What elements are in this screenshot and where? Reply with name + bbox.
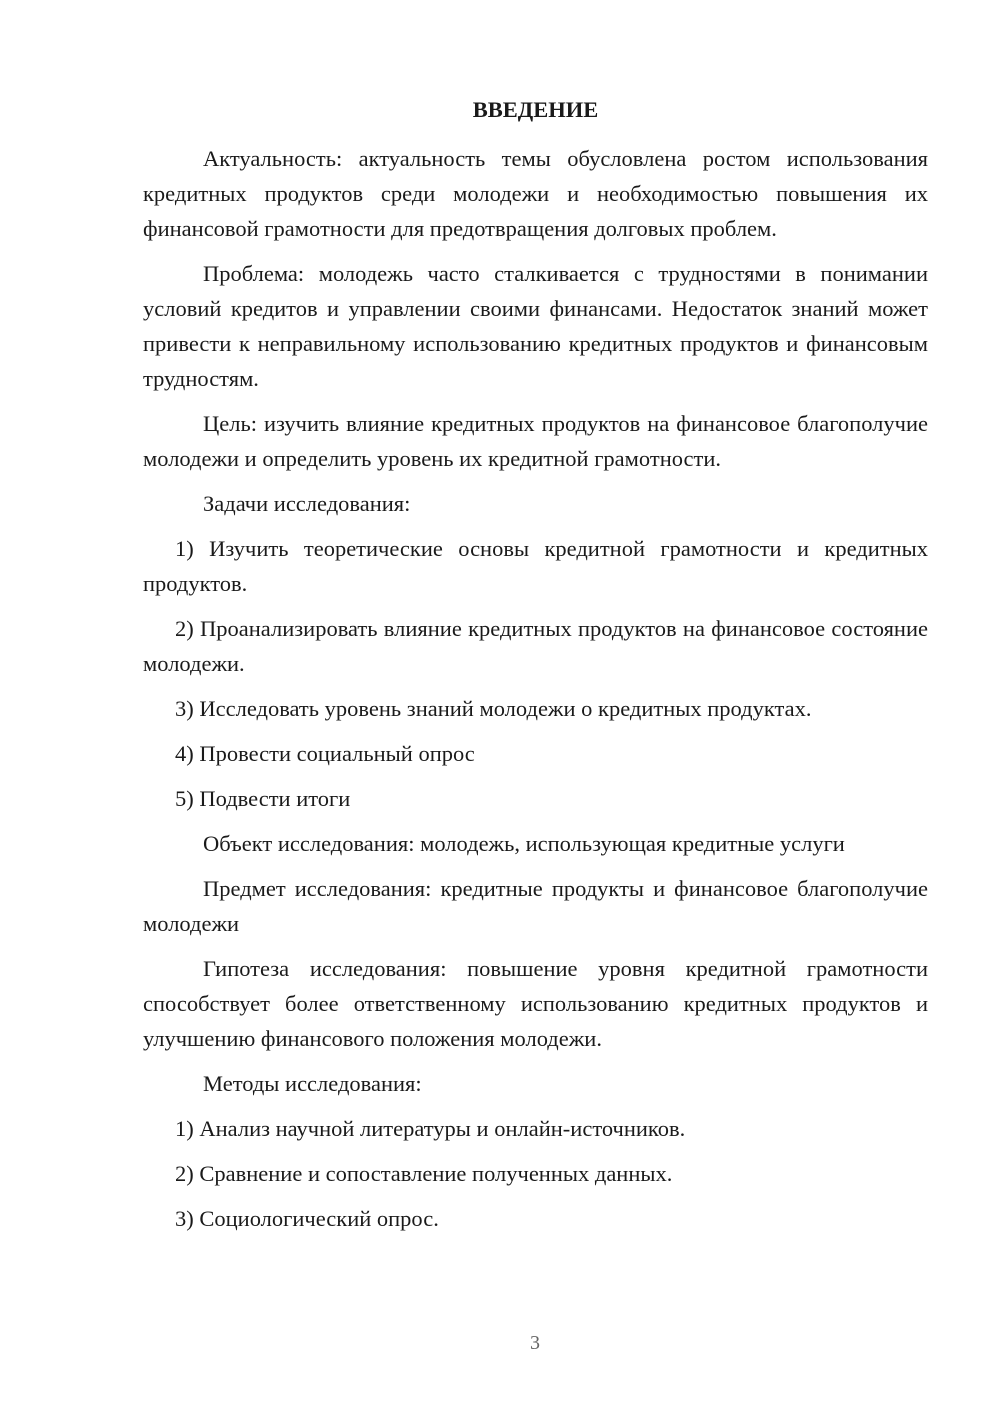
page-number: 3 — [530, 1332, 540, 1354]
hypothesis-paragraph: Гипотеза исследования: повышение уровня кредитной грамотности способствует более ответственному использованию кредитных продуктов и улучшению финансового положения молодежи. — [143, 956, 928, 1051]
task-item: 5) Подвести итоги — [175, 786, 351, 811]
section-title: ВВЕДЕНИЕ — [472, 97, 599, 122]
subject-paragraph: Предмет исследования: кредитные продукты и финансовое благополучие молодежи — [143, 876, 928, 936]
method-item: 2) Сравнение и сопоставление полученных данных. — [175, 1161, 673, 1186]
relevance-paragraph: Актуальность: актуальность темы обусловлена ростом использования кредитных продуктов среди молодежи и необходимостью повышения их финансовой грамотности для предотвращения долговых проблем. — [143, 146, 928, 241]
task-item: 3) Исследовать уровень знаний молодежи о кредитных продуктах. — [175, 696, 812, 721]
task-item: 2) Проанализировать влияние кредитных продуктов на финансовое состояние молодежи. — [143, 616, 928, 676]
method-item: 1) Анализ научной литературы и онлайн-источников. — [175, 1116, 686, 1141]
task-item: 1) Изучить теоретические основы кредитной грамотности и кредитных продуктов. — [143, 536, 928, 596]
goal-paragraph: Цель: изучить влияние кредитных продуктов на финансовое благополучие молодежи и определить уровень их кредитной грамотности. — [143, 411, 928, 471]
tasks-heading: Задачи исследования: — [203, 491, 411, 516]
methods-heading: Методы исследования: — [203, 1071, 422, 1096]
object-paragraph: Объект исследования: молодежь, использующая кредитные услуги — [203, 831, 845, 856]
task-item: 4) Провести социальный опрос — [175, 741, 475, 766]
method-item: 3) Социологический опрос. — [175, 1206, 439, 1231]
problem-paragraph: Проблема: молодежь часто сталкивается с трудностями в понимании условий кредитов и управлении своими финансами. Недостаток знаний может привести к неправильному использованию кредитных продуктов и финансовым трудностям. — [143, 261, 928, 391]
page-content — [143, 92, 928, 1246]
